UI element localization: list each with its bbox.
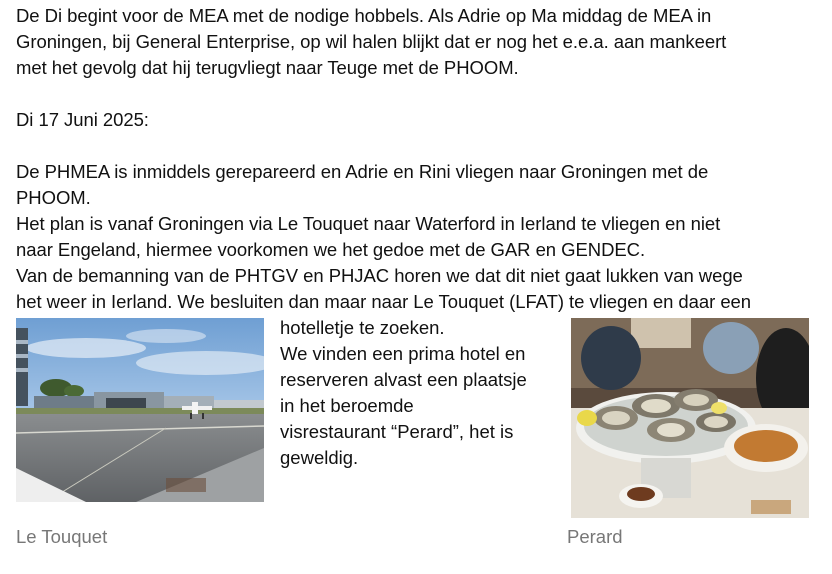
intro-line-1: De Di begint voor de MEA met de nodige hobbels. Als Adrie op Ma middag de MEA in <box>16 5 712 26</box>
body-line-6: het weer in Ierland. We besluiten dan maar naar Le Touquet (LFAT) te vliegen en daar een <box>16 291 752 312</box>
body-line-3: Het plan is vanaf Groningen via Le Touquet naar Waterford in Ierland te vliegen en niet <box>16 213 721 234</box>
airfield-photo <box>16 318 264 502</box>
date-heading: Di 17 Juni 2025: <box>16 109 149 130</box>
side-line-2: We vinden een prima hotel en <box>280 343 526 364</box>
body-line-1: De PHMEA is inmiddels gerepareerd en Adrie en Rini vliegen naar Groningen met de <box>16 161 709 182</box>
side-line-1: hotelletje te zoeken. <box>280 317 445 338</box>
caption-perard: Perard <box>567 526 623 547</box>
body-line-4: naar Engeland, hiermee voorkomen we het gedoe met de GAR en GENDEC. <box>16 239 646 260</box>
body-line-2: PHOOM. <box>16 187 91 208</box>
side-line-6: geweldig. <box>280 447 359 468</box>
intro-line-2: Groningen, bij General Enterprise, op wil halen blijkt dat er nog het e.e.a. aan mankeert <box>16 31 727 52</box>
oysters-photo <box>571 318 809 518</box>
side-line-4: in het beroemde <box>280 395 414 416</box>
side-line-3: reserveren alvast een plaatsje <box>280 369 527 390</box>
body-line-5: Van de bemanning van de PHTGV en PHJAC horen we dat dit niet gaat lukken van wege <box>16 265 743 286</box>
caption-le-touquet: Le Touquet <box>16 526 108 547</box>
side-line-5: visrestaurant “Perard”, het is <box>280 421 514 442</box>
intro-line-3: met het gevolg dat hij terugvliegt naar Teuge met de PHOOM. <box>16 57 519 78</box>
